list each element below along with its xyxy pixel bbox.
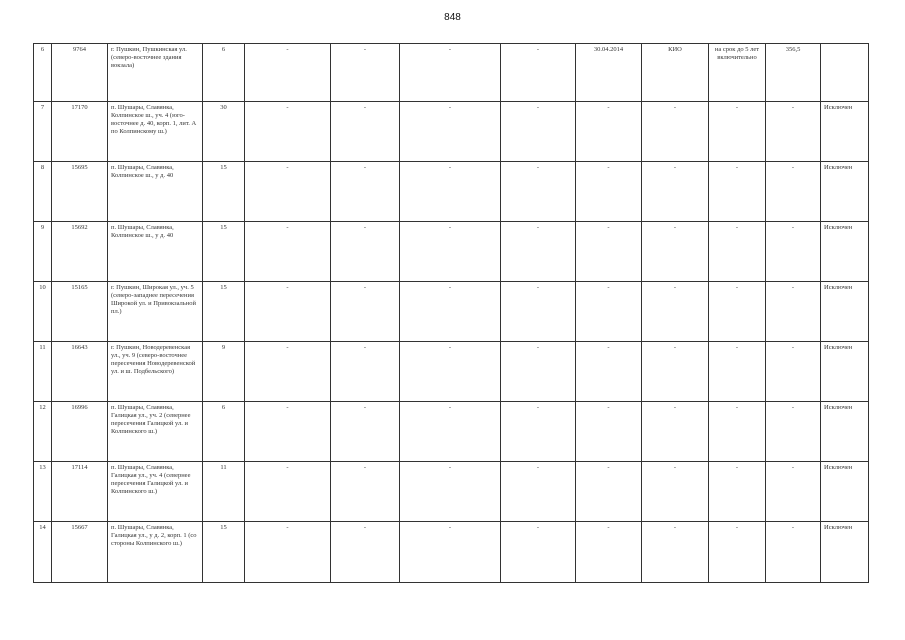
area-cell: 6 [203, 402, 245, 462]
record-id-cell: 15692 [52, 222, 108, 282]
col8-cell: - [501, 102, 576, 162]
col5-cell: - [245, 282, 331, 342]
term-cell: - [709, 522, 766, 583]
date-cell: - [576, 282, 642, 342]
table-row [34, 222, 869, 282]
record-id-cell: 16643 [52, 342, 108, 402]
table-row [34, 342, 869, 402]
address-cell: г. Пушкин, Пушкинская ул. (северо-восточнее здания вокзала) [108, 44, 203, 102]
value-cell: - [766, 102, 821, 162]
value-cell: - [766, 282, 821, 342]
col5-cell: - [245, 102, 331, 162]
record-id-cell: 17170 [52, 102, 108, 162]
col7-cell: - [400, 222, 501, 282]
col8-cell: - [501, 522, 576, 583]
col6-cell: - [331, 102, 400, 162]
row-number-cell: 9 [34, 222, 52, 282]
address-cell: п. Шушары, Славянка, Галицкая ул., уч. 2 (севернее пересечения Галицкой ул. и Колпинского ш.) [108, 402, 203, 462]
status-cell: Исключен [821, 102, 869, 162]
value-cell: - [766, 342, 821, 402]
value-cell: 356,5 [766, 44, 821, 102]
value-cell: - [766, 402, 821, 462]
address-cell: п. Шушары, Славянка, Галицкая ул., у д. 2, корп. 1 (со стороны Колпинского ш.) [108, 522, 203, 583]
row-number-cell: 11 [34, 342, 52, 402]
col7-cell: - [400, 282, 501, 342]
area-cell: 15 [203, 522, 245, 583]
organization-cell: - [642, 102, 709, 162]
value-cell: - [766, 222, 821, 282]
value-cell: - [766, 522, 821, 583]
col5-cell: - [245, 342, 331, 402]
col5-cell: - [245, 44, 331, 102]
status-cell: Исключен [821, 462, 869, 522]
term-cell: на срок до 5 лет включительно [709, 44, 766, 102]
col8-cell: - [501, 222, 576, 282]
col6-cell: - [331, 222, 400, 282]
date-cell: - [576, 522, 642, 583]
address-cell: г. Пушкин, Широкая ул., уч. 5 (северо-западнее пересечения Широкой ул. и Привокзальной пл.) [108, 282, 203, 342]
status-cell: Исключен [821, 402, 869, 462]
row-number-cell: 13 [34, 462, 52, 522]
value-cell: - [766, 462, 821, 522]
table-row [34, 282, 869, 342]
date-cell: - [576, 402, 642, 462]
status-cell: Исключен [821, 222, 869, 282]
col8-cell: - [501, 462, 576, 522]
area-cell: 11 [203, 462, 245, 522]
date-cell: - [576, 222, 642, 282]
status-cell: Исключен [821, 282, 869, 342]
record-id-cell: 16996 [52, 402, 108, 462]
register-table [33, 43, 869, 583]
status-cell [821, 44, 869, 102]
date-cell: 30.04.2014 [576, 44, 642, 102]
col6-cell: - [331, 522, 400, 583]
organization-cell: - [642, 402, 709, 462]
col5-cell: - [245, 522, 331, 583]
term-cell: - [709, 222, 766, 282]
col7-cell: - [400, 102, 501, 162]
record-id-cell: 15667 [52, 522, 108, 583]
value-cell: - [766, 162, 821, 222]
col7-cell: - [400, 522, 501, 583]
row-number-cell: 8 [34, 162, 52, 222]
page-number: 848 [444, 12, 461, 23]
term-cell: - [709, 102, 766, 162]
col8-cell: - [501, 402, 576, 462]
col7-cell: - [400, 342, 501, 402]
area-cell: 9 [203, 342, 245, 402]
organization-cell: - [642, 342, 709, 402]
row-number-cell: 10 [34, 282, 52, 342]
status-cell: Исключен [821, 162, 869, 222]
col6-cell: - [331, 44, 400, 102]
term-cell: - [709, 342, 766, 402]
col5-cell: - [245, 162, 331, 222]
record-id-cell: 9764 [52, 44, 108, 102]
col8-cell: - [501, 342, 576, 402]
organization-cell: - [642, 162, 709, 222]
organization-cell: - [642, 282, 709, 342]
col6-cell: - [331, 402, 400, 462]
col8-cell: - [501, 282, 576, 342]
term-cell: - [709, 462, 766, 522]
col5-cell: - [245, 222, 331, 282]
record-id-cell: 15165 [52, 282, 108, 342]
address-cell: г. Пушкин, Новодеревенская ул., уч. 9 (северо-восточнее пересечения Новодеревенской ул. и ш. Подбельского) [108, 342, 203, 402]
date-cell: - [576, 342, 642, 402]
date-cell: - [576, 462, 642, 522]
table-row [34, 522, 869, 583]
col7-cell: - [400, 462, 501, 522]
area-cell: 15 [203, 222, 245, 282]
date-cell: - [576, 102, 642, 162]
term-cell: - [709, 162, 766, 222]
row-number-cell: 14 [34, 522, 52, 583]
col6-cell: - [331, 282, 400, 342]
status-cell: Исключен [821, 342, 869, 402]
status-cell: Исключен [821, 522, 869, 583]
address-cell: п. Шушары, Славянка, Колпинское ш., уч. 4 (юго-восточнее д. 40, корп. 1, лит. А по Колпинскому ш.) [108, 102, 203, 162]
organization-cell: - [642, 462, 709, 522]
col8-cell: - [501, 44, 576, 102]
table-row [34, 402, 869, 462]
area-cell: 15 [203, 162, 245, 222]
row-number-cell: 7 [34, 102, 52, 162]
date-cell: - [576, 162, 642, 222]
term-cell: - [709, 282, 766, 342]
address-cell: п. Шушары, Славянка, Колпинское ш., у д. 40 [108, 162, 203, 222]
col7-cell: - [400, 402, 501, 462]
table-row [34, 162, 869, 222]
row-number-cell: 12 [34, 402, 52, 462]
col6-cell: - [331, 162, 400, 222]
area-cell: 30 [203, 102, 245, 162]
col7-cell: - [400, 44, 501, 102]
term-cell: - [709, 402, 766, 462]
col7-cell: - [400, 162, 501, 222]
table-row [34, 44, 869, 102]
organization-cell: КИО [642, 44, 709, 102]
record-id-cell: 15695 [52, 162, 108, 222]
address-cell: п. Шушары, Славянка, Колпинское ш., у д. 40 [108, 222, 203, 282]
area-cell: 15 [203, 282, 245, 342]
table-row [34, 462, 869, 522]
col6-cell: - [331, 342, 400, 402]
col8-cell: - [501, 162, 576, 222]
address-cell: п. Шушары, Славянка, Галицкая ул., уч. 4 (севернее пересечения Галицкой ул. и Колпинского ш.) [108, 462, 203, 522]
area-cell: 6 [203, 44, 245, 102]
organization-cell: - [642, 222, 709, 282]
col5-cell: - [245, 402, 331, 462]
table-body [34, 44, 869, 583]
record-id-cell: 17114 [52, 462, 108, 522]
col5-cell: - [245, 462, 331, 522]
col6-cell: - [331, 462, 400, 522]
organization-cell: - [642, 522, 709, 583]
table-row [34, 102, 869, 162]
row-number-cell: 6 [34, 44, 52, 102]
